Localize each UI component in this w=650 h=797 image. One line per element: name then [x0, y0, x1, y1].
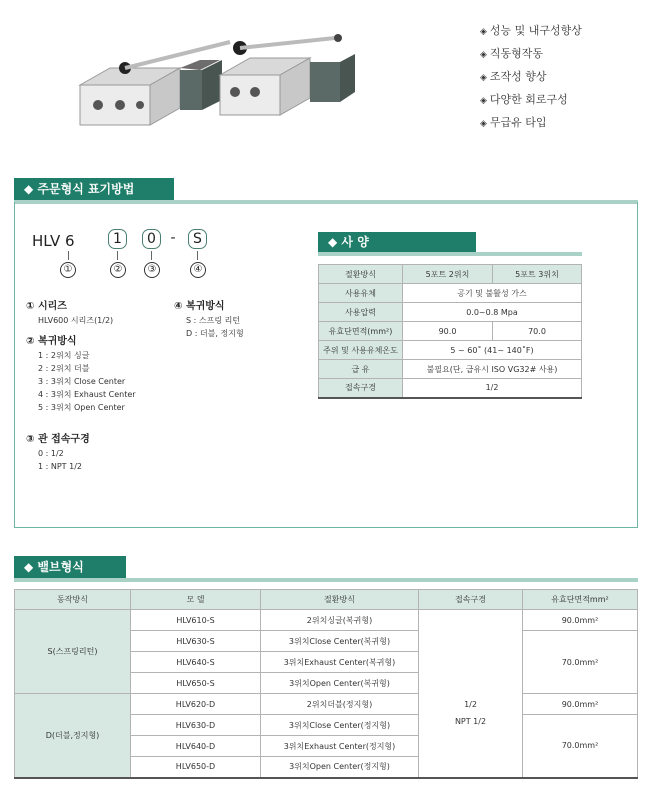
diamond-icon: ◈	[480, 50, 487, 60]
table-row: 사용압력 0.0~0.8 Mpa	[319, 303, 582, 322]
table-row: S(스프링리턴) HLV610-S 2위치싱글(복귀형) 1/2 NPT 1/2 90.0mm²	[15, 610, 638, 631]
valve-left	[80, 42, 230, 125]
feature-list	[480, 20, 582, 135]
group-spring-return: S(스프링리턴)	[15, 610, 131, 694]
diamond-icon: ◆	[24, 560, 34, 574]
order-section-title: 주문형식 표기방법	[37, 182, 135, 196]
order-code-tick: |	[195, 251, 200, 261]
table-row: HLV630-S 3위치Close Center(복귀형) 70.0mm²	[15, 631, 638, 652]
order-code-tick: |	[115, 251, 120, 261]
table-row: 사용유체 공기 및 불활성 가스	[319, 284, 582, 303]
spec-table	[318, 264, 582, 399]
valve-section-header	[14, 556, 126, 578]
order-code-num1: ①	[60, 262, 76, 278]
spec-header	[318, 232, 476, 252]
table-row: HLV630-D 3위치Close Center(정지형) 70.0mm²	[15, 715, 638, 736]
order-code-tick: |	[66, 251, 71, 261]
legend-return-type: ② 복귀방식 1 : 2위치 싱글 2 : 2위치 더블 3 : 3위치 Close Center 4 : 3위치 Exhaust Center 5 : 3위치 Open Center	[26, 336, 136, 412]
group-double-stop: D(더블,정지형)	[15, 694, 131, 778]
diamond-icon: ◈	[480, 96, 487, 106]
table-row: D(더블,정지형) HLV620-D 2위치더블(정지형) 90.0mm²	[15, 694, 638, 715]
table-row: 급 유 불필요(단, 급유시 ISO VG32# 사용)	[319, 360, 582, 379]
valve-section-rule	[14, 578, 638, 582]
diamond-icon: ◈	[480, 119, 487, 129]
table-row: HLV650-S 3위치Open Center(복귀형)	[15, 673, 638, 694]
valve-right	[220, 34, 355, 115]
diamond-icon: ◆	[328, 235, 338, 249]
diamond-icon: ◈	[480, 27, 487, 37]
feature-item: ◈ 무급유 타입	[480, 116, 547, 129]
spec-title: 사 양	[341, 235, 369, 249]
legend-return-method: ④ 복귀방식 S : 스프링 리턴 D : 더블, 정지형	[174, 301, 244, 338]
order-code-prefix: HLV 6	[32, 232, 75, 250]
table-row: 절환방식 5포트 2위치 5포트 3위치	[319, 265, 582, 284]
feature-item: ◈ 성능 및 내구성향상	[480, 24, 582, 37]
order-section-header	[14, 178, 174, 200]
order-code-num3: ③	[144, 262, 160, 278]
order-code-seg2: 0	[142, 229, 161, 249]
table-row: HLV640-S 3위치Exhaust Center(복귀형)	[15, 652, 638, 673]
product-image	[70, 30, 370, 140]
spec-rule	[318, 252, 582, 256]
feature-item: ◈ 직동형작동	[480, 47, 544, 60]
feature-item: ◈ 조작성 향상	[480, 70, 547, 83]
table-row: 접속구경 1/2	[319, 379, 582, 398]
order-code-tick: |	[149, 251, 154, 261]
order-code-seg1: 1	[108, 229, 127, 249]
diamond-icon: ◆	[24, 182, 34, 196]
diamond-icon: ◈	[480, 73, 487, 83]
order-code-num2: ②	[110, 262, 126, 278]
valve-section-title: 밸브형식	[37, 560, 84, 574]
legend-series: ① 시리즈 HLV600 시리즈(1/2)	[26, 301, 114, 325]
port-size-cell: 1/2 NPT 1/2	[419, 610, 523, 778]
table-header-row: 동작방식 모 델 절환방식 접속구경 유효단면적mm²	[15, 590, 638, 610]
order-code-num4: ④	[190, 262, 206, 278]
table-row: 유효단면적(mm²) 90.0 70.0	[319, 322, 582, 341]
order-code-seg3: S	[188, 229, 207, 249]
valve-table	[14, 589, 638, 779]
table-row: HLV650-D 3위치Open Center(정지형)	[15, 757, 638, 778]
table-row: 주위 및 사용유체온도 5 ~ 60˚ (41~ 140˚F)	[319, 341, 582, 360]
feature-item: ◈ 다양한 회로구성	[480, 93, 568, 106]
order-code-dash: -	[170, 230, 176, 246]
legend-port: ③ 관 접속구경 0 : 1/2 1 : NPT 1/2	[26, 434, 90, 471]
table-row: HLV640-D 3위치Exhaust Center(정지형)	[15, 736, 638, 757]
